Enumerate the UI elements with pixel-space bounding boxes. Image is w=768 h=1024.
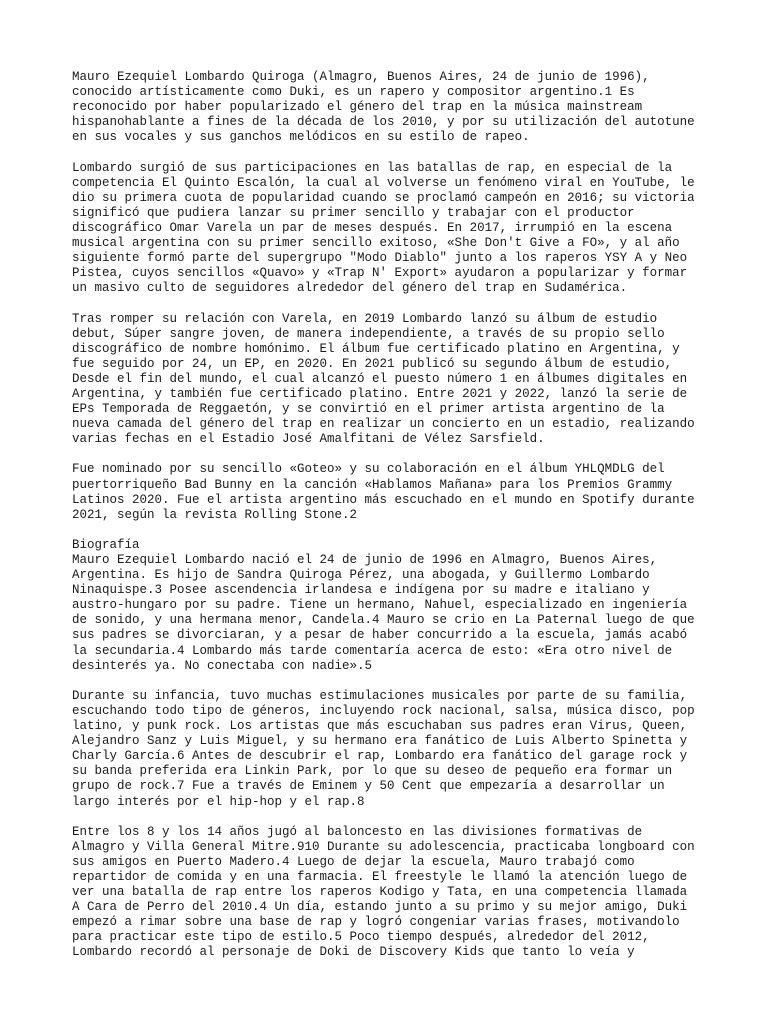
biography-paragraph-youth: Entre los 8 y los 14 años jugó al baloncesto en las divisiones formativas de Almagro y Villa General Mitre.910 Durante su adolescencia, practicaba longboard con sus amigos en Puerto Madero.4 Luego de dejar la escuela, Mauro trabajó como repartidor de comida y en una farmacia. El freestyle le llamó la atención luego de ver una batalla de rap entre los raperos Kodigo y Tata, en una competencia llamada A Cara de Perro del 2010.4 Un día, estando junto a su primo y su mejor amigo, Duki empezó a rimar sobre una base de rap y logró congeniar varias frases, motivandolo para practicar este tipo de estilo.5 Poco tiempo después, alrededor del 2012, Lombardo recordó al personaje de Doki de Discovery Kids que tanto lo veía y	[72, 824, 695, 960]
albums-paragraph: Tras romper su relación con Varela, en 2019 Lombardo lanzó su álbum de estudio debut, Súper sangre joven, de manera independiente, a través de su propio sello discográfico de nombre homónimo. El álbum fue certificado platino en Argentina, y fue seguido por 24, un EP, en 2020. En 2021 publicó su segundo álbum de estudio, Desde el fin del mundo, el cual alcanzó el puesto número 1 en álbumes digitales en Argentina, y también fue certificado platino. Entre 2021 y 2022, lanzó la serie de EPs Temporada de Reggaetón, y se convirtió en el primer artista argentino de la nueva camada del género del trap en realizar un concierto en un estadio, realizando varias fechas en el Estadio José Amalfitani de Vélez Sarsfield.	[72, 311, 695, 447]
section-heading-biografia: Biografía	[72, 537, 140, 552]
biography-paragraph-birth: Mauro Ezequiel Lombardo nació el 24 de junio de 1996 en Almagro, Buenos Aires, Argentina. Es hijo de Sandra Quiroga Pérez, una abogada, y Guillermo Lombardo Ninaquispe.3 Posee ascendencia irlandesa e indígena por su madre e italiano y austro-hungaro por su padre. Tiene un hermano, Nahuel, especializado en ingeniería de sonido, y una hermana menor, Candela.4 Mauro se crio en La Paternal luego de que sus padres se divorciaran, y a pesar de haber concurrido a la escuela, jamás acabó la secundaria.4 Lombardo más tarde comentaría acerca de esto: «Era otro nivel de desinterés ya. No conectaba con nadie».5	[72, 553, 695, 673]
document-page	[72, 70, 702, 976]
intro-paragraph: Mauro Ezequiel Lombardo Quiroga (Almagro, Buenos Aires, 24 de junio de 1996), conocido artísticamente como Duki, es un rapero y compositor argentino.1 Es reconocido por haber popularizado el género del trap en la música mainstream hispanohablante a fines de la década de los 2010, y por su utilización del autotune en sus vocales y sus ganchos melódicos en su estilo de rapeo.	[72, 70, 695, 145]
career-paragraph: Lombardo surgió de sus participaciones en las batallas de rap, en especial de la competencia El Quinto Escalón, la cual al volverse un fenómeno viral en YouTube, le dio su primera cuota de popularidad cuando se proclamó campeón en 2016; su victoria significó que pudiera lanzar su primer sencillo y trabajar con el productor discográfico Omar Varela un par de meses después. En 2017, irrumpió en la escena musical argentina con su primer sencillo exitoso, «She Don't Give a FO», y al año siguiente formó parte del supergrupo "Modo Diablo" junto a los raperos YSY A y Neo Pistea, cuyos sencillos «Quavo» y «Trap N' Export» ayudaron a popularizar y formar un masivo culto de seguidores alrededor del género del trap en Sudamérica.	[72, 160, 695, 296]
awards-paragraph: Fue nominado por su sencillo «Goteo» y su colaboración en el álbum YHLQMDLG del puertorriqueño Bad Bunny en la canción «Hablamos Mañana» para los Premios Grammy Latinos 2020. Fue el artista argentino más escuchado en el mundo en Spotify durante 2021, según la revista Rolling Stone.2	[72, 462, 695, 522]
biography-paragraph-childhood: Durante su infancia, tuvo muchas estimulaciones musicales por parte de su familia, escuchando todo tipo de géneros, incluyendo rock nacional, salsa, música disco, pop latino, y punk rock. Los artistas que más escuchaban sus padres eran Virus, Queen, Alejandro Sanz y Luis Miguel, y su hermano era fanático de Luis Alberto Spinetta y Charly García.6 Antes de descubrir el rap, Lombardo era fanático del garage rock y su banda preferida era Linkin Park, por lo que su deseo de pequeño era formar un grupo de rock.7 Fue a través de Eminem y 50 Cent que empezaría a desarrollar un largo interés por el hip-hop y el rap.8	[72, 688, 695, 809]
